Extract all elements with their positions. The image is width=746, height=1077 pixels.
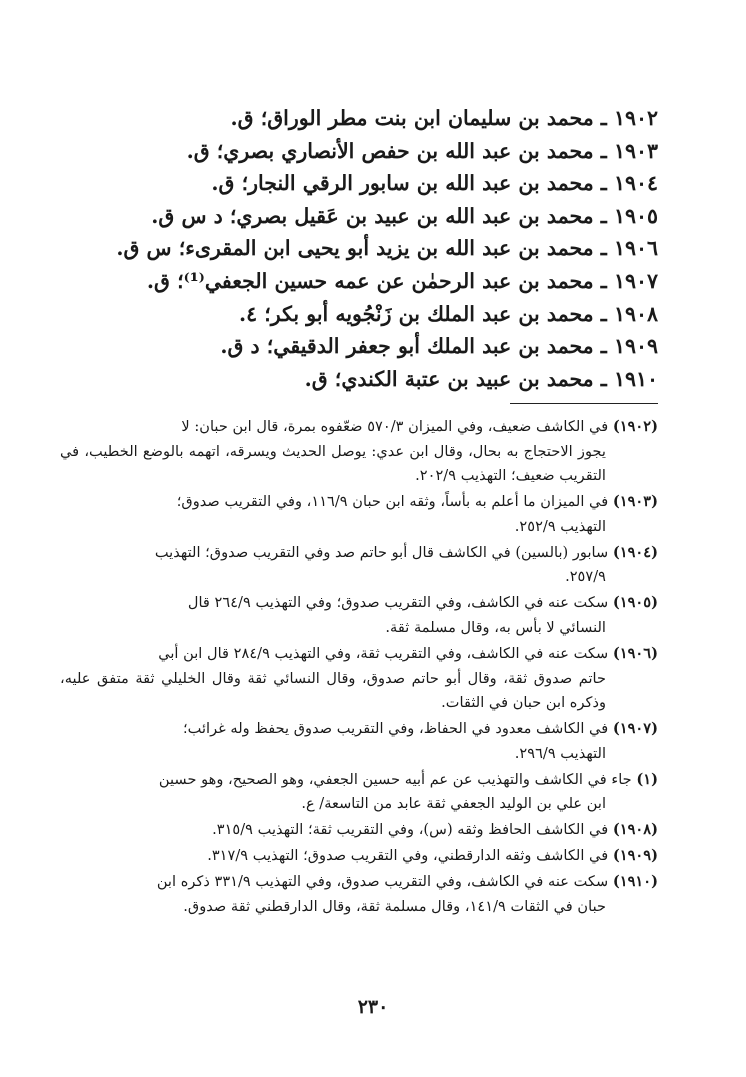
footnote-label: (١٩١٠)	[612, 873, 658, 891]
footnote-label: (١٩٠٧)	[612, 720, 658, 738]
footnote-text: سابور (بالسين) في الكاشف قال أبو حاتم صد وفي التقريب صدوق؛ التهذيب	[154, 543, 609, 561]
footnote	[60, 768, 658, 817]
footnote-label: (١٩٠٤)	[612, 543, 658, 561]
footnote-label: (١٩٠٨)	[612, 821, 658, 839]
entry: ١٩٠٤ ـ محمد بن عبد الله بن سابور الرقي النجار؛ ق.	[211, 171, 658, 196]
footnote	[60, 591, 658, 640]
footnote-label: (١٩٠٥)	[612, 594, 658, 612]
footnote-continuation: يجوز الاحتجاج به بحال، وقال ابن عدي: يوصل الحديث ويسرقه، اتهمه بالوضع الخطيب، في التقريب ضعيف؛ التهذيب ٢٠٢/٩.	[60, 442, 606, 485]
entry-number: ١٩٠٧	[613, 268, 658, 293]
entry-text: محمد بن عبد الرحمٰن عن عمه حسين الجعفي⁽¹⁾؛ ق.	[146, 268, 594, 293]
entry-text: محمد بن عبيد بن عتبة الكندي؛ ق.	[304, 366, 594, 391]
footnote-label: (١٩٠٣)	[612, 493, 658, 511]
entry-text: محمد بن عبد الملك بن زَنْجُويه أبو بكر؛ ٤.	[238, 301, 594, 326]
footnote-label: (١٩٠٩)	[612, 847, 658, 865]
footnote-label: (١٩٠٦)	[612, 644, 658, 662]
entry-text: محمد بن عبد الله بن يزيد أبو يحيى ابن المقرىء؛ س ق.	[116, 236, 594, 261]
footnote	[60, 818, 658, 843]
footnote	[60, 415, 658, 489]
footnote-continuation: حبان في الثقات ١٤١/٩، وقال مسلمة ثقة، وقال الدارقطني ثقة صدوق.	[183, 897, 606, 915]
footnote-list	[60, 415, 658, 921]
footnote	[60, 541, 658, 590]
footnote-text: في الكاشف معدود في الحفاظ، وفي التقريب صدوق يحفظ وله غرائب؛	[183, 720, 609, 738]
footnote-text: سكت عنه في الكاشف، وفي التقريب صدوق؛ وفي التهذيب ٢٦٤/٩ قال	[187, 594, 609, 612]
entry: ١٩١٠ ـ محمد بن عبيد بن عتبة الكندي؛ ق.	[304, 366, 658, 391]
footnote-text: في الكاشف الحافظ وثقه (س)، وفي التقريب ثقة؛ التهذيب ٣١٥/٩.	[212, 821, 609, 839]
entry: ١٩٠٧ ـ محمد بن عبد الرحمٰن عن عمه حسين الجعفي⁽¹⁾؛ ق.	[146, 268, 658, 293]
footnote-continuation: التهذيب ٢٩٦/٩.	[514, 744, 606, 762]
footnote-divider	[510, 403, 658, 404]
entry: ١٩٠٨ ـ محمد بن عبد الملك بن زَنْجُويه أبو بكر؛ ٤.	[238, 301, 658, 326]
entry: ١٩٠٢ ـ محمد بن سليمان ابن بنت مطر الوراق؛ ق.	[230, 106, 658, 130]
footnote-continuation: ٢٥٧/٩.	[565, 568, 606, 586]
entry-number: ١٩٠٢	[613, 106, 658, 130]
entry-text: محمد بن عبد الله بن سابور الرقي النجار؛ ق.	[211, 171, 594, 196]
footnote-text: سكت عنه في الكاشف، وفي التقريب صدوق، وفي التهذيب ٣٣١/٩ ذكره ابن	[156, 873, 609, 891]
footnote-text: في الكاشف وثقه الدارقطني، وفي التقريب صدوق؛ التهذيب ٣١٧/٩.	[207, 847, 609, 865]
entry-number: ١٩٠٥	[613, 203, 658, 228]
footnote-text: سكت عنه في الكاشف، وفي التقريب ثقة، وفي التهذيب ٢٨٤/٩ قال ابن أبي	[158, 644, 609, 662]
footnote-continuation: حاتم صدوق ثقة، وقال أبو حاتم صدوق، وقال النسائي ثقة وقال الخليلي ثقة متفق عليه، وذكره ابن حبان في الثقات.	[60, 669, 607, 712]
entry-text: محمد بن عبد الله بن عبيد بن عَقيل بصري؛ د س ق.	[151, 203, 594, 228]
entry-number: ١٩٠٨	[613, 301, 658, 326]
entry-number: ١٩٠٩	[613, 334, 658, 359]
entry-text: محمد بن عبد الله بن حفص الأنصاري بصري؛ ق.	[186, 138, 594, 163]
entry: ١٩٠٥ ـ محمد بن عبد الله بن عبيد بن عَقيل بصري؛ د س ق.	[151, 203, 658, 228]
footnote-continuation: ابن علي بن الوليد الجعفي ثقة عابد من التاسعة/ ع.	[301, 795, 606, 813]
footnote-label: (١)	[636, 770, 658, 788]
entry-list	[58, 102, 658, 395]
entry-text: محمد بن عبد الملك أبو جعفر الدقيقي؛ د ق.	[220, 334, 594, 359]
footnote	[60, 844, 658, 869]
footnote-label: (١٩٠٢)	[612, 418, 658, 435]
entry-number: ١٩٠٦	[613, 236, 658, 261]
entry-number: ١٩٠٣	[613, 138, 658, 163]
footnote	[60, 642, 658, 716]
entry: ١٩٠٩ ـ محمد بن عبد الملك أبو جعفر الدقيقي؛ د ق.	[220, 334, 658, 359]
footnote	[60, 717, 658, 766]
entry-number: ١٩٠٤	[613, 171, 658, 196]
entry-number: ١٩١٠	[613, 366, 658, 391]
footnote	[60, 870, 658, 919]
entry: ١٩٠٦ ـ محمد بن عبد الله بن يزيد أبو يحيى ابن المقرىء؛ س ق.	[116, 236, 658, 261]
footnote-continuation: التهذيب ٢٥٢/٩.	[514, 517, 606, 535]
footnote	[60, 490, 658, 539]
footnote-text: في الميزان ما أعلم به بأساً، وثقه ابن حبان ١١٦/٩، وفي التقريب صدوق؛	[176, 493, 609, 511]
footnote-text: في الكاشف ضعيف، وفي الميزان ٥٧٠/٣ ضعّفوه بمرة، قال ابن حبان: لا	[181, 418, 609, 435]
page-number: ٢٣٠	[357, 996, 389, 1018]
footnote-text: جاء في الكاشف والتهذيب عن عم أبيه حسين الجعفي، وهو الصحيح، وهو حسين	[158, 770, 632, 788]
footnote-continuation: النسائي لا بأس به، وقال مسلمة ثقة.	[385, 618, 606, 636]
entry: ١٩٠٣ ـ محمد بن عبد الله بن حفص الأنصاري بصري؛ ق.	[186, 138, 658, 163]
entry-text: محمد بن سليمان ابن بنت مطر الوراق؛ ق.	[230, 106, 594, 130]
